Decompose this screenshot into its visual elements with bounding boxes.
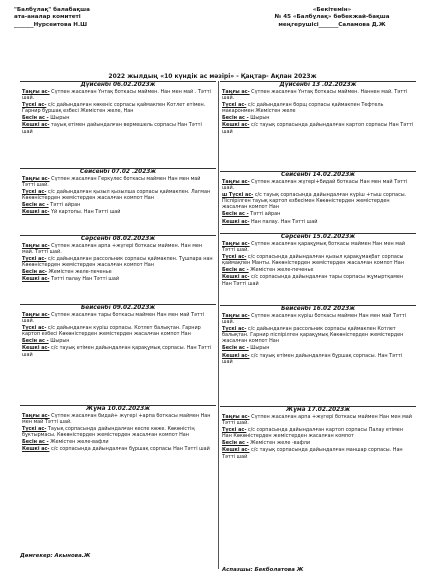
day-block <box>20 168 216 235</box>
meal-label: Түскі ас- <box>222 427 247 434</box>
committee-label: ата-аналар комитеті <box>14 14 81 21</box>
meal-entry <box>222 326 414 344</box>
day-block <box>220 81 416 170</box>
meal-label: Таңғы ас- <box>222 241 250 247</box>
meal-text: Жемістен желе-вафли <box>50 439 109 446</box>
meal-text: с/с дайындалған рассольник сорпасы қаймакпен Котлет балықтан. Гарнир піспірілген қарақұмық Көкөністерден жемістерден жасалған компот Нан <box>222 326 404 345</box>
approve-label: «Бекітемін» <box>312 7 352 13</box>
meal-label: Түскі ас- <box>22 426 47 433</box>
meal-text: Сүтпен жасалған Үнтақ боткасы маймен. Наннен май. Тәтті шай. <box>222 89 408 102</box>
day-block <box>220 233 416 304</box>
day-block <box>20 304 216 405</box>
meal-label: Таңғы ас- <box>22 413 50 419</box>
meal-entry <box>22 426 214 438</box>
meal-text: с/с тауық сорпасында дайындалған маншар сорпасы. Нан Тәтті шай <box>222 447 403 460</box>
meal-label: Кешкі ас- <box>22 122 50 129</box>
day-name: Сәрсенбі 08.02.2023ж <box>80 236 156 242</box>
meal-label: Таңғы ас- <box>22 89 50 95</box>
meal-text: Үй картопы. Нан Тәтті шай <box>51 209 121 216</box>
meal-text: с/с сорпасында дайындалған тары сорпасы жұмыртқамен Нан Тәтті шай <box>222 274 404 287</box>
meal-entry <box>222 89 414 101</box>
meal-label: Бесін ас - <box>22 202 49 209</box>
day-block <box>220 406 416 497</box>
meal-label: Кешкі ас- <box>222 352 250 359</box>
meal-text: Тауық сорпасында дайындалған кеспе көже. Көкөністің бұктырмасы. Көкөністерден жемістерден жасалған компот Нан <box>22 426 195 439</box>
meal-entry <box>222 447 414 459</box>
meal-label: ш Түскі ас- <box>222 192 254 199</box>
meal-entry <box>22 325 214 337</box>
meal-label: Бесін ас - <box>222 440 249 447</box>
day-name: Сейсенбі 14.02.2023ж <box>280 172 356 178</box>
meal-text: Тәтті айран <box>50 202 81 209</box>
meal-entry <box>22 256 214 268</box>
meal-text: тауық етімен дайындалған вермешель сорпасы Нан Тәтті шай <box>22 122 202 135</box>
meal-label: Кешкі ас- <box>22 446 50 453</box>
parents-committee-approval <box>14 7 174 29</box>
menu-title: 2022 жылдың «10 күндік ас мәзірі» - Қаңтар- Ақпан 2023ж <box>108 73 317 80</box>
meal-text: Тәтті палау Нан Тәтті шай <box>51 276 120 283</box>
meal-text: с/с тауық сорпасында дайындалған күріш +тыш сорпасы. Піспірілген тауық картоп езбесімен Көкөністерден жемістерден жасалған компот Нан <box>222 192 407 211</box>
meal-text: Тәтті айран <box>250 211 281 218</box>
menu-grid <box>20 81 416 551</box>
meal-label: Таңғы ас- <box>22 176 50 182</box>
meal-text: Жемістен желе-печенье <box>48 269 112 276</box>
meal-entry <box>222 440 414 446</box>
meal-label: Кешкі ас- <box>222 274 250 281</box>
meal-entry <box>222 414 414 426</box>
meal-entry <box>222 102 414 114</box>
meal-label: Бесін ас - <box>22 115 49 122</box>
meal-entry <box>222 241 414 253</box>
director-signature: меңгерушісі_______Саламова Д.Ж <box>278 21 386 28</box>
meal-label: Таңғы ас- <box>22 312 50 318</box>
meal-entry <box>22 202 214 208</box>
meal-label: Бесін ас- <box>22 269 47 276</box>
meal-text: Шырын <box>50 115 70 122</box>
day-name: Бейсенбі 09.02.2023ж <box>80 305 156 311</box>
meal-text: с/с дайындалған көкеніс сорпасы қаймакпен Котлет етімен. Гарнир бұршақ езбесі Жемістен желе, Нан <box>22 102 206 115</box>
meal-entry <box>22 115 214 121</box>
meal-entry <box>22 243 214 255</box>
meal-text: с/с дайындалған борщ сорпасы қаймакпен Тефтель макаронмен Жемістен желе <box>222 102 384 115</box>
meal-entry <box>22 413 214 425</box>
meal-entry <box>222 345 414 351</box>
meal-entry <box>222 122 414 134</box>
meal-text: с/с тауық етімен дайындалған бұршақ сорпасы. Нан Тәтті шай <box>222 352 403 365</box>
meal-entry <box>22 276 214 282</box>
meal-entry <box>22 312 214 324</box>
cook-signature: Аспазшы: Бекболатова Ж <box>222 567 304 573</box>
meal-label: Кешкі ас- <box>22 345 50 352</box>
meal-text: с/с тауық сорпасында дайындалған картоп сорпасы Нан Тәтті шай <box>222 122 414 135</box>
meal-text: с/с дайындалған рассольник сорпасы қаймакпен. Тұшпара нан Көкөністерден жемістерден жасалған компот Нан <box>22 256 213 269</box>
meal-entry <box>222 267 414 273</box>
meal-text: Сүтпен жасалған қарақұмық боткасы маймен Нан мен май Тәтті шай. <box>222 241 406 254</box>
meal-text: Сүтпен жасалған арпа +жүгері боткасы маймен Нан мен май Тәтті шай. <box>222 414 412 427</box>
meal-entry <box>222 427 414 439</box>
meal-entry <box>22 102 214 114</box>
day-block <box>220 305 416 406</box>
meal-entry <box>22 189 214 201</box>
meal-label: Түскі ас- <box>22 102 47 109</box>
meal-entry <box>222 353 414 365</box>
meal-text: Сүтпен жасалған бидай+ жүгері +арпа боткасы маймен Нан мен май Тәтті шай. <box>22 413 211 426</box>
meal-entry <box>222 274 414 286</box>
meal-label: Бесін ас - <box>22 439 49 446</box>
meal-text: Сүтпен жасалған тары боткасы маймен Нан мен май Тәтті шай. <box>22 312 205 325</box>
meal-label: Таңғы ас- <box>222 179 250 185</box>
meal-label: Бесін ас - <box>222 267 249 274</box>
day-name: Бейсенбі 16.02 2023ж <box>280 306 356 312</box>
nurse-signature: Дәмгекер: Акынова.Ж <box>20 553 91 559</box>
meal-label: Бесін ас - <box>222 345 249 352</box>
meal-label: Бесін ас - <box>222 211 249 218</box>
meal-entry <box>22 209 214 215</box>
meal-label: Түскі ас- <box>222 254 247 261</box>
meal-text: Шырын <box>250 345 270 352</box>
day-name: Сейсенбі 07.02 .2023ж <box>79 169 157 175</box>
meal-label: Түскі ас- <box>22 256 47 263</box>
meal-text: Сүтпен жасалған жүгері+бидай боткасы Нан мен май Тәтті шай. <box>222 179 408 192</box>
institution-name: № 45 «Балбұлақ» бөбекжай-бақша <box>274 14 390 21</box>
day-block <box>220 171 416 232</box>
meal-label: Бесін ас - <box>22 338 49 345</box>
meal-label: Түскі ас- <box>22 325 47 332</box>
meal-text: Жемістен желе-печенье <box>250 267 314 274</box>
day-name: Жұма 17.02.2023ж <box>286 407 350 413</box>
meal-entry <box>222 313 414 325</box>
day-block <box>20 81 216 168</box>
meal-entry <box>22 345 214 357</box>
meal-entry <box>222 115 414 121</box>
meal-label: Кешкі ас- <box>22 209 50 216</box>
meal-text: Сүтпен жасалған Геркулес боткасы маймен Нан мен май Тәтті шай. <box>22 176 201 189</box>
day-name: Дүйсенбі 13 .02.2023ж <box>279 82 357 88</box>
day-block <box>20 405 216 486</box>
meal-label: Кешкі ас- <box>222 447 250 454</box>
day-block <box>20 235 216 306</box>
meal-label: Кешкі ас- <box>22 276 50 283</box>
meal-text: Нан палау. Нан Тәтті шай <box>251 218 318 225</box>
meal-label: Таңғы ас- <box>22 243 50 249</box>
meal-entry <box>222 219 414 225</box>
meal-entry <box>22 176 214 188</box>
meal-label: Таңғы ас- <box>222 89 250 95</box>
meal-text: Шырын <box>250 115 270 122</box>
meal-text: Сүтпен жасалған арпа +жүгері боткасы маймен. Нан мен май. Тәтті шай. <box>22 243 203 256</box>
meal-label: Түскі ас- <box>222 326 247 333</box>
meal-text: с/с дайындалған күріш сорпасы. Котлет балықтан. Гарнир картоп езбесі Көкөністерден жемістерден жасалған компот Нан <box>22 325 201 338</box>
meal-label: Түскі ас- <box>222 102 247 109</box>
day-name: Сәрсенбі 15.02.2023ж <box>280 234 356 240</box>
meal-text: Сүтпен жасалған Үнтақ боткасы маймен. Нан мен май . Тәтті шай. <box>22 89 211 102</box>
meal-label: Түскі ас- <box>22 189 47 196</box>
meal-entry <box>222 179 414 191</box>
meal-label: Таңғы ас- <box>222 414 250 420</box>
meal-entry <box>222 254 414 266</box>
meal-entry <box>22 269 214 275</box>
meal-text: с/с сорпасында дайындалған қызыл қарақұмақбат сорпасы қаймақпен Манты. Көкөністерден жемістерден жасалған компот Нан <box>222 254 404 267</box>
meal-label: Кешкі ас- <box>222 218 250 225</box>
meal-text: с/с сорпасында дайындалған бұршақ сорпасы Нан Тәтті шай <box>51 446 210 453</box>
meal-entry <box>22 338 214 344</box>
meal-text: с/с сорпасында дайындалған картоп сорпасы Палау етімен Нан Көкөністерден жемістерден жасалған компот <box>222 427 404 440</box>
meal-label: Таңғы ас- <box>222 313 250 319</box>
meal-entry <box>222 192 414 210</box>
meal-text: с/с тауық етімен дайындалған қарақұмық сорпасы. Нан Тәтті шай <box>22 345 212 358</box>
meal-label: Кешкі ас- <box>222 122 250 129</box>
meal-label: Бесін ас - <box>222 115 249 122</box>
meal-entry <box>22 122 214 134</box>
kindergarten-name: "Балбұлақ" балабақша <box>14 7 90 13</box>
meal-text: Шырын <box>50 338 70 345</box>
meal-entry <box>222 211 414 217</box>
director-approval <box>246 7 418 29</box>
day-name: Жұма 10.02.2023ж <box>86 406 150 412</box>
meal-text: с/с дайындалған қызыл қызылша сорпасы қаймакпен. Лагман Көкөністерден жемістерден жасалған компот Нан <box>22 189 211 202</box>
meal-entry <box>22 89 214 101</box>
committee-signature: _______Нурсеитова Н.Ш <box>14 21 88 28</box>
meal-entry <box>22 439 214 445</box>
meal-text: Сүтпен жасалған күріш боткасы маймен Нан мен май Тәтті шай. <box>222 313 407 326</box>
meal-entry <box>22 446 214 452</box>
meal-text: Жемістен желе -вафли <box>250 440 311 447</box>
day-name: Дүйсенбі 06.02.2023ж <box>80 82 156 88</box>
